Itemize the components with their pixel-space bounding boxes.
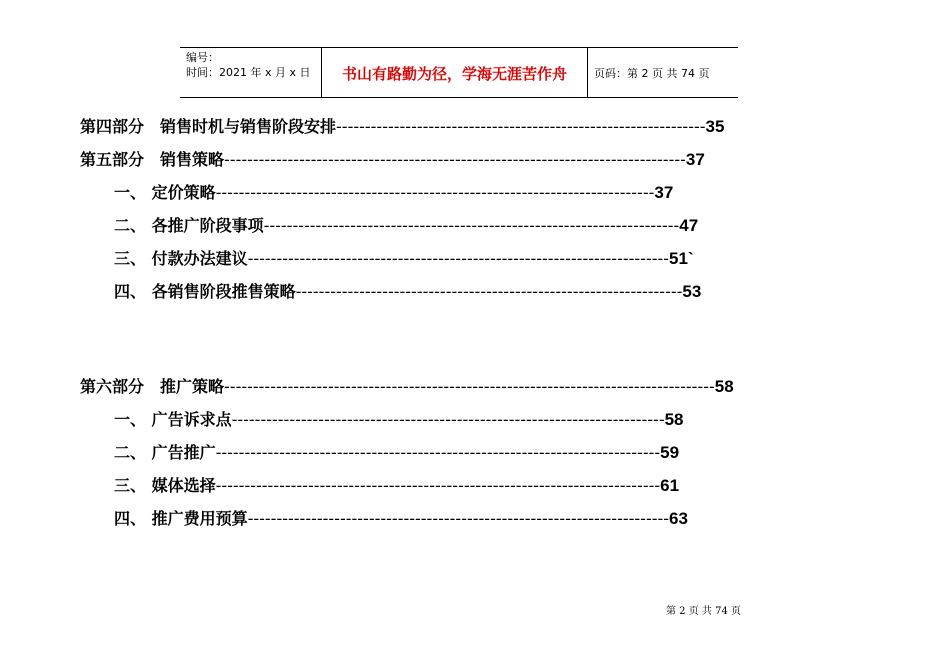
toc-entry-label: 一、 定价策略	[114, 183, 216, 202]
toc-entry-leader: --------------------------------------------------------------------------------	[224, 150, 686, 169]
toc-entry	[80, 117, 724, 137]
toc-entry-label: 二、 各推广阶段事项	[114, 216, 264, 235]
toc-entry-leader: ----------------------------------------------------------------------------	[215, 183, 655, 202]
toc-entry	[114, 282, 701, 302]
toc-entry-leader: -------------------------------------------------------------------------	[247, 509, 670, 528]
toc-entry-leader: -----------------------------------------------------------------------------	[215, 476, 661, 495]
toc-entry	[114, 509, 688, 529]
toc-entry-leader: -----------------------------------------------------------------------------	[215, 443, 661, 462]
toc-entry	[114, 249, 694, 269]
toc-entry-label: 四、 各销售阶段推售策略	[114, 282, 296, 301]
toc-entry-leader: -------------------------------------------------------------------------------------	[224, 377, 715, 396]
toc-entry-label: 一、 广告诉求点	[114, 410, 232, 429]
header-motto-cell	[322, 48, 588, 97]
toc-entry-label: 第四部分 销售时机与销售阶段安排	[80, 117, 337, 136]
toc-entry-label: 三、 付款办法建议	[114, 249, 248, 268]
header-motto: 书山有路勤为径，学海无涯苦作舟	[341, 65, 567, 83]
toc-entry-page: 37	[685, 150, 705, 169]
toc-entry-page: 47	[679, 216, 699, 235]
toc-entry-page: 35	[705, 117, 725, 136]
toc-entry-leader: -------------------------------------------------------------------------	[247, 249, 670, 268]
toc-entry	[80, 150, 705, 170]
toc-entry-label: 四、 推广费用预算	[114, 509, 248, 528]
toc-entry	[114, 183, 673, 203]
page-footer: 第 2 页 共 74 页	[666, 606, 741, 617]
toc-entry-label: 三、 媒体选择	[114, 476, 216, 495]
toc-entry-leader: -------------------------------------------------------------------	[295, 282, 683, 301]
toc-entry-label: 二、 广告推广	[114, 443, 216, 462]
header-page-cell	[588, 48, 738, 97]
header-page-info: 页码：第 2 页 共 74 页	[594, 67, 710, 80]
toc-entry-page: 58	[664, 410, 684, 429]
toc-entry-page: 59	[660, 443, 680, 462]
toc-entry-label: 第五部分 销售策略	[80, 150, 225, 169]
toc-entry-page: 37	[654, 183, 674, 202]
toc-entry-leader: ----------------------------------------------------------------	[336, 117, 706, 136]
header-info-cell	[180, 48, 322, 97]
toc-entry-page: 58	[714, 377, 734, 396]
toc-entry	[114, 443, 679, 463]
toc-entry-leader: ------------------------------------------------------------------------	[263, 216, 680, 235]
toc-entry-page: 61	[660, 476, 680, 495]
toc-entry	[114, 476, 679, 496]
toc-entry-page: 51`	[669, 249, 694, 268]
toc-entry	[114, 410, 684, 430]
toc-entry	[80, 377, 734, 397]
document-number-label: 编号：	[186, 51, 219, 64]
toc-entry-leader: ---------------------------------------------------------------------------	[231, 410, 665, 429]
document-header	[180, 47, 738, 98]
toc-entry-label: 第六部分 推广策略	[80, 377, 225, 396]
document-time-label: 时间：2021 年 x 月 x 日	[186, 66, 311, 79]
toc-entry-page: 63	[669, 509, 688, 528]
toc-entry	[114, 216, 698, 236]
toc-entry-page: 53	[682, 282, 702, 301]
